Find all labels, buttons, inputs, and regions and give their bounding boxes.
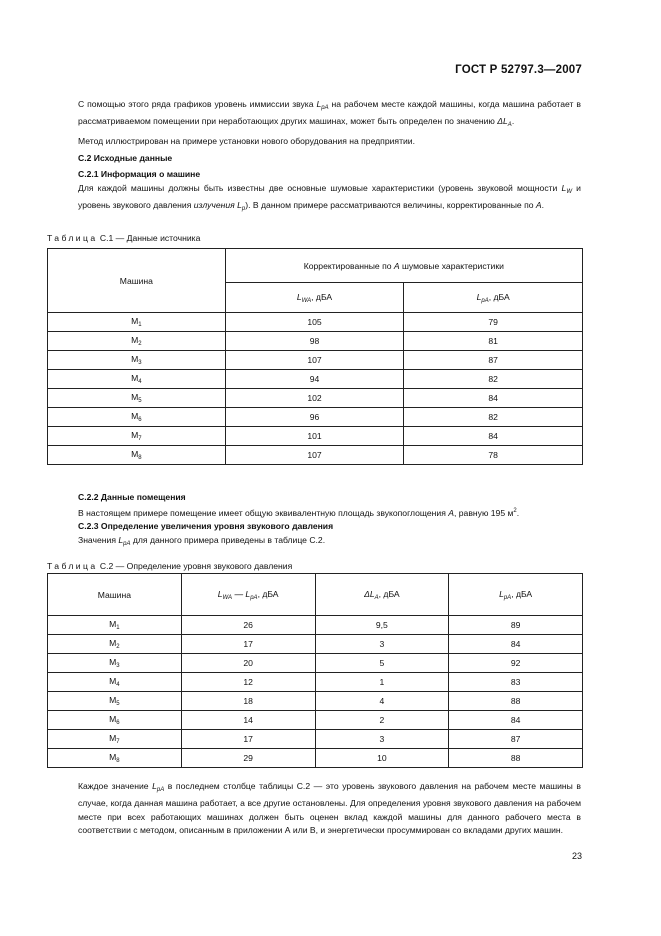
machine-cell bbox=[48, 370, 226, 389]
machine-cell bbox=[48, 654, 182, 673]
machine-cell bbox=[48, 313, 226, 332]
lp-subscript: p bbox=[241, 206, 246, 213]
table1-group-letter: А bbox=[393, 260, 400, 271]
machine-index: 7 bbox=[138, 436, 142, 442]
machine-letter: М bbox=[131, 411, 139, 421]
lwa-letter: L bbox=[296, 291, 302, 302]
difference-cell: 18 bbox=[181, 692, 315, 711]
intro-text-a: С помощью этого ряда графиков уровень иммиссии звука bbox=[78, 99, 317, 109]
section-c23-heading: С.2.3 Определение увеличения уровня звукового давления bbox=[78, 521, 334, 531]
machine-cell bbox=[48, 692, 182, 711]
machine-cell bbox=[48, 616, 182, 635]
diff-unit: , дБА bbox=[257, 588, 279, 599]
lwa-cell: 101 bbox=[225, 427, 404, 446]
lwa-cell: 102 bbox=[225, 389, 404, 408]
closing-lpa-letter: L bbox=[152, 781, 157, 791]
table-row bbox=[48, 408, 583, 427]
difference-cell: 29 bbox=[181, 749, 315, 768]
closing-lpa-subscript: pA bbox=[156, 787, 165, 793]
lpa-letter: L bbox=[316, 99, 322, 109]
lwa-cell: 98 bbox=[225, 332, 404, 351]
delta-cell: 2 bbox=[315, 711, 449, 730]
increase-text-a: Значения bbox=[78, 535, 119, 545]
machine-cell bbox=[48, 446, 226, 465]
machine-cell bbox=[48, 749, 182, 768]
table-row bbox=[48, 749, 583, 768]
table2-header-machine: Машина bbox=[48, 574, 182, 616]
table-row bbox=[48, 673, 583, 692]
table1-caption-text: С.1 — Данные источника bbox=[97, 233, 201, 243]
machine-letter: М bbox=[131, 335, 139, 345]
lwa-cell: 105 bbox=[225, 313, 404, 332]
lpa-cell: 82 bbox=[404, 370, 583, 389]
machine-index: 4 bbox=[116, 682, 120, 688]
lwa-subscript: WA bbox=[301, 297, 312, 304]
machine-letter: М bbox=[131, 392, 139, 402]
machine-index: 8 bbox=[138, 455, 142, 461]
result-lpa-cell: 89 bbox=[449, 616, 583, 635]
machine-letter: М bbox=[109, 619, 117, 629]
machine-letter: М bbox=[109, 714, 117, 724]
square-superscript: 2 bbox=[513, 508, 517, 514]
result-lpa-unit: , дБА bbox=[511, 588, 533, 599]
closing-text-b: в последнем столбце таблицы С.2 — это уровень звукового давления на рабочем месте машины в случае, когда данная машина работает, а все другие остановлены. Для определения уровня звукового давления на рабочем месте при всех работающих машинах должен быть оценен вклад каждой машины для данного рабочего места в соответствии с методом, описанным в приложении А или В, и энергетически просуммирован со вкладами других машин. bbox=[78, 781, 581, 836]
lw-subscript: W bbox=[566, 189, 572, 195]
machine-letter: М bbox=[131, 354, 139, 364]
increase-lpa-subscript: pA bbox=[123, 541, 131, 547]
pressure-level-table bbox=[47, 573, 583, 768]
machine-cell bbox=[48, 711, 182, 730]
lw-letter: L bbox=[561, 183, 567, 193]
lp-letter: L bbox=[234, 200, 242, 211]
machine-letter: М bbox=[109, 676, 117, 686]
machine-cell bbox=[48, 427, 226, 446]
result-lpa-cell: 88 bbox=[449, 692, 583, 711]
table-row bbox=[48, 711, 583, 730]
table1-group-text-b: шумовые характеристики bbox=[399, 260, 504, 271]
machine-letter: М bbox=[131, 373, 139, 383]
lwa-unit: , дБА bbox=[311, 291, 333, 302]
table-row bbox=[48, 332, 583, 351]
increase-text-b: для данного примера приведены в таблице С.2. bbox=[130, 535, 326, 545]
machine-letter: М bbox=[131, 430, 139, 440]
lpa-subscript: pA bbox=[321, 105, 329, 111]
diff-lwa-subscript: WA bbox=[222, 594, 233, 601]
delta-cell: 3 bbox=[315, 635, 449, 654]
delta-cell: 10 bbox=[315, 749, 449, 768]
machine-index: 6 bbox=[138, 417, 142, 423]
machine-info-text-end: . bbox=[541, 200, 545, 211]
difference-cell: 17 bbox=[181, 730, 315, 749]
delta-la-letter: ΔL bbox=[497, 116, 508, 127]
machine-cell bbox=[48, 408, 226, 427]
table-row bbox=[48, 616, 583, 635]
result-lpa-cell: 84 bbox=[449, 711, 583, 730]
machine-letter: М bbox=[109, 657, 117, 667]
table-row bbox=[48, 313, 583, 332]
lpa-cell: 82 bbox=[404, 408, 583, 427]
a-weighting-letter: А bbox=[535, 200, 542, 211]
table2-caption-text: С.2 — Определение уровня звукового давления bbox=[97, 561, 293, 571]
machine-index: 3 bbox=[138, 360, 142, 366]
table-row bbox=[48, 427, 583, 446]
machine-index: 1 bbox=[116, 625, 120, 631]
machine-index: 2 bbox=[138, 341, 142, 347]
section-c22-heading: С.2.2 Данные помещения bbox=[78, 492, 186, 502]
machine-index: 3 bbox=[116, 663, 120, 669]
difference-cell: 26 bbox=[181, 616, 315, 635]
method-paragraph: Метод иллюстрирован на примере установки нового оборудования на предприятии. bbox=[78, 136, 415, 146]
table-row bbox=[48, 635, 583, 654]
closing-paragraph bbox=[78, 780, 581, 838]
room-text-a: В настоящем примере помещение имеет общую эквивалентную площадь звукопоглощения bbox=[78, 508, 449, 518]
increase-paragraph bbox=[78, 534, 581, 551]
intro-text-end: . bbox=[511, 116, 515, 127]
lpa-cell: 81 bbox=[404, 332, 583, 351]
lwa-cell: 94 bbox=[225, 370, 404, 389]
intro-text-b: на рабочем месте каждой машины, когда машина работает в рассматриваемом помещении при неработающих других машинах, может быть определен по значению bbox=[78, 99, 581, 127]
absorption-area-symbol: А bbox=[448, 508, 454, 518]
machine-index: 5 bbox=[138, 398, 142, 404]
delta-subscript: A bbox=[374, 594, 379, 601]
machine-cell bbox=[48, 332, 226, 351]
machine-index: 8 bbox=[116, 758, 120, 764]
delta-la-symbol bbox=[497, 116, 515, 129]
room-text-end: . bbox=[516, 508, 520, 518]
machine-cell bbox=[48, 730, 182, 749]
machine-letter: М bbox=[109, 638, 117, 648]
delta-unit: , дБА bbox=[378, 588, 400, 599]
lpa-header-subscript: pA bbox=[481, 297, 489, 304]
lpa-cell: 78 bbox=[404, 446, 583, 465]
machine-index: 6 bbox=[116, 720, 120, 726]
table-row bbox=[48, 370, 583, 389]
machine-info-paragraph bbox=[78, 182, 581, 217]
table2-caption bbox=[47, 561, 292, 571]
result-lpa-subscript: pA bbox=[503, 594, 512, 601]
result-lpa-cell: 84 bbox=[449, 635, 583, 654]
table-row bbox=[48, 654, 583, 673]
result-lpa-letter: L bbox=[499, 588, 504, 599]
delta-cell: 4 bbox=[315, 692, 449, 711]
difference-cell: 20 bbox=[181, 654, 315, 673]
result-lpa-cell: 83 bbox=[449, 673, 583, 692]
machine-letter: М bbox=[131, 316, 139, 326]
machine-cell bbox=[48, 351, 226, 370]
diff-lpa-letter: — L bbox=[232, 588, 251, 599]
lwa-cell: 107 bbox=[225, 446, 404, 465]
delta-cell: 5 bbox=[315, 654, 449, 673]
lpa-cell: 84 bbox=[404, 389, 583, 408]
table1-header-lwa bbox=[225, 283, 404, 313]
diff-lwa-letter: L bbox=[217, 588, 223, 599]
table1-caption-word: Таблица bbox=[47, 233, 98, 243]
table-row bbox=[48, 389, 583, 408]
delta-letter: ΔL bbox=[364, 588, 375, 599]
table1-group-text-a: Корректированные по bbox=[303, 260, 394, 271]
table1-header-group bbox=[225, 249, 582, 283]
difference-cell: 17 bbox=[181, 635, 315, 654]
intro-paragraph bbox=[78, 98, 581, 133]
machine-index: 1 bbox=[138, 322, 142, 328]
page-number: 23 bbox=[571, 851, 582, 861]
result-lpa-cell: 87 bbox=[449, 730, 583, 749]
lpa-cell: 79 bbox=[404, 313, 583, 332]
lpa-cell: 87 bbox=[404, 351, 583, 370]
delta-cell: 3 bbox=[315, 730, 449, 749]
table1-header-lpa bbox=[404, 283, 583, 313]
section-c21-heading: С.2.1 Информация о машине bbox=[78, 169, 201, 179]
machine-letter: М bbox=[131, 449, 139, 459]
machine-index: 4 bbox=[138, 379, 142, 385]
result-lpa-cell: 88 bbox=[449, 749, 583, 768]
machine-info-text-b: и уровень звукового давления bbox=[78, 183, 581, 211]
machine-cell bbox=[48, 635, 182, 654]
machine-info-text-c: ). В данном примере рассматриваются величины, корректированные по bbox=[245, 200, 536, 211]
lpa-symbol bbox=[316, 99, 328, 109]
table2-header-lpa bbox=[449, 574, 583, 616]
delta-la-subscript: A bbox=[507, 122, 512, 129]
result-lpa-cell: 92 bbox=[449, 654, 583, 673]
room-text-b: , равную 195 м bbox=[454, 508, 514, 518]
machine-index: 5 bbox=[116, 701, 120, 707]
increase-lpa-letter: L bbox=[118, 535, 124, 545]
machine-info-text-a: Для каждой машины должны быть известны две основные шумовые характеристики (уровень звуковой мощности bbox=[78, 183, 562, 193]
lpa-header-unit: , дБА bbox=[488, 291, 510, 302]
table-row bbox=[48, 730, 583, 749]
table1-caption bbox=[47, 233, 200, 243]
machine-cell bbox=[48, 673, 182, 692]
section-c2-heading: С.2 Исходные данные bbox=[78, 153, 173, 163]
table2-header-difference bbox=[181, 574, 315, 616]
table2-header-delta bbox=[315, 574, 449, 616]
lwa-cell: 96 bbox=[225, 408, 404, 427]
document-standard-id: ГОСТ Р 52797.3—2007 bbox=[455, 64, 582, 76]
table-row bbox=[48, 446, 583, 465]
difference-cell: 14 bbox=[181, 711, 315, 730]
lpa-header-letter: L bbox=[476, 291, 482, 302]
table2-caption-word: Таблица bbox=[47, 561, 98, 571]
machine-letter: М bbox=[109, 695, 117, 705]
table-row bbox=[48, 351, 583, 370]
diff-lpa-subscript: pA bbox=[250, 594, 258, 601]
machine-cell bbox=[48, 389, 226, 408]
table-row bbox=[48, 692, 583, 711]
delta-cell: 9,5 bbox=[315, 616, 449, 635]
difference-cell: 12 bbox=[181, 673, 315, 692]
lwa-cell: 107 bbox=[225, 351, 404, 370]
machine-letter: М bbox=[109, 733, 117, 743]
lpa-cell: 84 bbox=[404, 427, 583, 446]
source-data-table bbox=[47, 248, 583, 465]
closing-text-a: Каждое значение bbox=[78, 781, 153, 791]
machine-index: 2 bbox=[116, 644, 120, 650]
machine-letter: М bbox=[109, 752, 117, 762]
table1-header-machine: Машина bbox=[48, 249, 226, 313]
room-data-paragraph bbox=[78, 505, 581, 520]
emission-word: излучения bbox=[193, 200, 235, 211]
delta-cell: 1 bbox=[315, 673, 449, 692]
machine-index: 7 bbox=[116, 739, 120, 745]
